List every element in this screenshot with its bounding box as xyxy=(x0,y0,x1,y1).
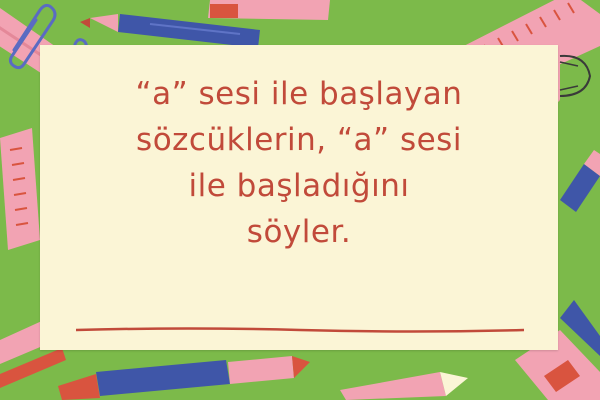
message-line-1: “a” sesi ile başlayan xyxy=(135,76,463,112)
pink-marker-top xyxy=(208,0,330,20)
message-line-3: ile başladığını xyxy=(188,168,410,204)
blue-pen-right xyxy=(560,150,600,212)
message-line-4: söyler. xyxy=(246,214,352,250)
message-line-2: sözcüklerin, “a” sesi xyxy=(136,122,462,158)
message-card xyxy=(40,45,558,350)
markers-bottom xyxy=(58,356,468,400)
ruler-left xyxy=(0,128,40,250)
decorative-underline xyxy=(76,327,524,333)
blue-pen-top xyxy=(80,14,260,48)
message-text xyxy=(40,71,558,255)
